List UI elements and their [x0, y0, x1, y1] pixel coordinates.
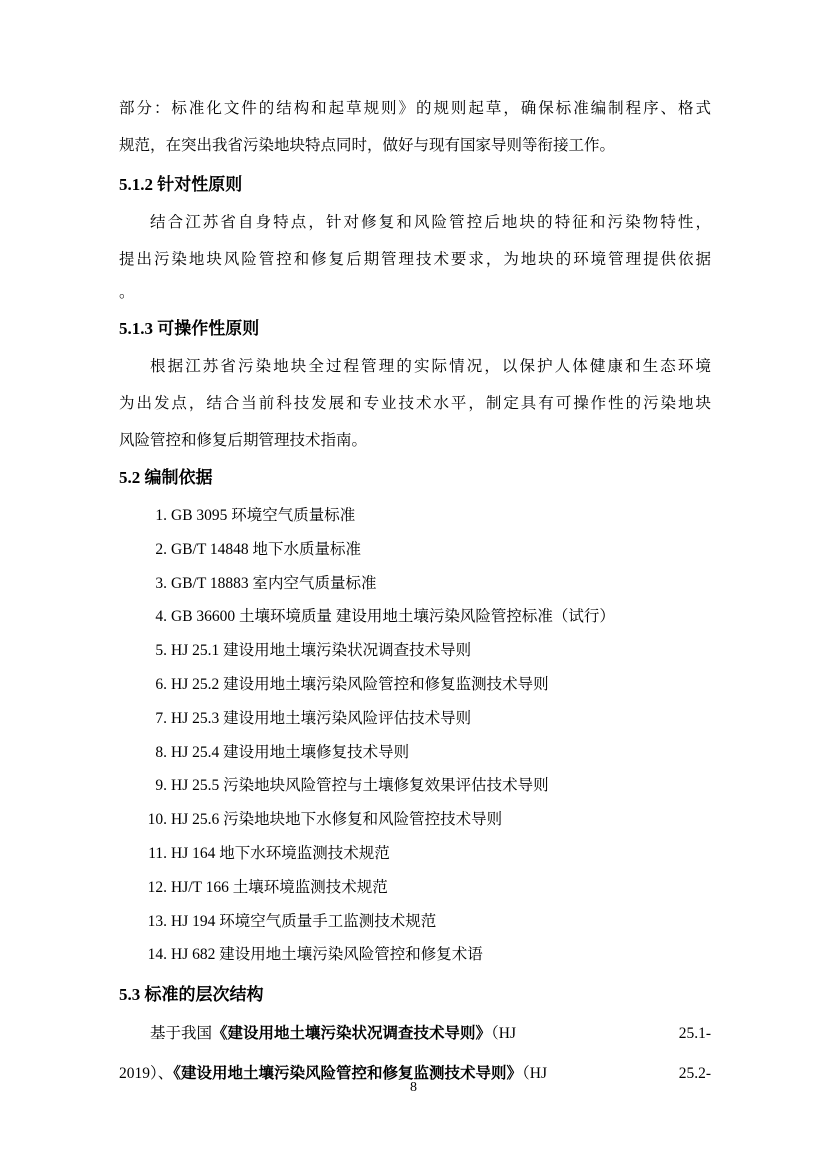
list-item-number: 13. [147, 912, 167, 930]
heading-5-1-2: 5.1.2 针对性原则 [119, 175, 243, 194]
text-line: 规范，在突出我省污染地块特点同时，做好与现有国家导则等衔接工作。 [119, 137, 616, 154]
text-line: 。 [119, 284, 135, 301]
list-item-text: GB/T 14848 地下水质量标准 [171, 540, 362, 558]
list-item-text: HJ/T 166 土壤环境监测技术规范 [171, 878, 388, 896]
line-left-part [119, 1014, 516, 1054]
list-item-number: 3. [155, 574, 167, 592]
list-item-number: 1. [155, 507, 167, 524]
list-item-number: 9. [155, 777, 167, 795]
text-line: 部分：标准化文件的结构和起草规则》的规则起草，确保标准编制程序、格式 [119, 100, 711, 117]
list-item-text: HJ 25.1 建设用地土壤污染状况调查技术导则 [171, 642, 472, 660]
list-item-text: HJ 682 建设用地土壤污染风险管控和修复术语 [171, 946, 483, 964]
reference-list-item [119, 533, 711, 567]
reference-list-item [119, 634, 711, 668]
reference-list-item [119, 837, 711, 871]
reference-list [119, 499, 711, 972]
list-item-text: HJ 164 地下水环境监测技术规范 [171, 844, 390, 862]
list-item-number: 14. [147, 946, 167, 964]
tail-text: （HJ [522, 1065, 548, 1083]
paragraph-5-1-2 [119, 204, 711, 308]
list-item-number: 7. [155, 709, 167, 727]
text-line: 提出污染地块风险管控和修复后期管理技术要求，为地块的环境管理提供依据 [119, 251, 711, 268]
reference-list-item [119, 499, 711, 533]
list-item-number: 5. [155, 642, 167, 660]
book-title: 《建设用地土壤污染状况调查技术导则》 [212, 1025, 492, 1043]
list-item-number: 8. [155, 743, 167, 761]
list-item-text: GB 3095 环境空气质量标准 [171, 507, 356, 524]
text-line [119, 1014, 711, 1054]
reference-list-item [119, 668, 711, 702]
line-right-part: 25.1- [678, 1025, 711, 1043]
list-item-text: HJ 25.3 建设用地土壤污染风险评估技术导则 [171, 709, 472, 727]
paragraph-intro [119, 90, 711, 164]
heading-5-3: 5.3 标准的层次结构 [119, 985, 264, 1005]
reference-list-item [119, 769, 711, 803]
reference-list-item [119, 905, 711, 939]
list-item-number: 11. [148, 844, 167, 862]
tail-text: （HJ [491, 1025, 517, 1043]
list-item-text: HJ 25.5 污染地块风险管控与土壤修复效果评估技术导则 [171, 777, 549, 795]
reference-list-item [119, 600, 711, 634]
list-item-number: 12. [147, 878, 167, 896]
list-item-text: HJ 25.4 建设用地土壤修复技术导则 [171, 743, 410, 761]
list-item-number: 6. [155, 675, 167, 693]
lead-text: 基于我国 [150, 1025, 213, 1043]
line-right-part: 25.2- [678, 1065, 711, 1083]
list-item-number: 4. [155, 608, 167, 626]
list-item-text: HJ 25.2 建设用地土壤污染风险管控和修复监测技术导则 [171, 675, 549, 693]
text-line: 根据江苏省污染地块全过程管理的实际情况，以保护人体健康和生态环境 [150, 358, 711, 375]
list-item-text: HJ 194 环境空气质量手工监测技术规范 [171, 912, 437, 930]
list-item-text: GB/T 18883 室内空气质量标准 [171, 574, 377, 592]
book-title: 《建设用地土壤污染风险管控和修复监测技术导则》 [173, 1065, 523, 1083]
heading-5-1-3: 5.1.3 可操作性原则 [119, 319, 260, 338]
list-item-number: 2. [155, 540, 167, 558]
reference-list-item [119, 567, 711, 601]
text-line: 风险管控和修复后期管理技术指南。 [119, 432, 368, 449]
text-line: 结合江苏省自身特点，针对修复和风险管控后地块的特征和污染物特性， [150, 214, 711, 231]
reference-list-item [119, 803, 711, 837]
list-item-number: 10. [147, 811, 167, 829]
reference-list-item [119, 871, 711, 905]
lead-text: 2019）、 [119, 1065, 174, 1083]
reference-list-item [119, 938, 711, 972]
reference-list-item [119, 736, 711, 770]
text-line: 为出发点，结合当前科技发展和专业技术水平，制定具有可操作性的污染地块 [119, 395, 711, 412]
page-number: 8 [410, 1080, 417, 1095]
list-item-text: GB 36600 土壤环境质量 建设用地土壤污染风险管控标准（试行） [171, 608, 615, 626]
page-content [119, 90, 711, 1094]
reference-list-item [119, 702, 711, 736]
list-item-text: HJ 25.6 污染地块地下水修复和风险管控技术导则 [171, 811, 503, 829]
paragraph-5-1-3 [119, 348, 711, 459]
heading-5-2: 5.2 编制依据 [119, 468, 213, 487]
